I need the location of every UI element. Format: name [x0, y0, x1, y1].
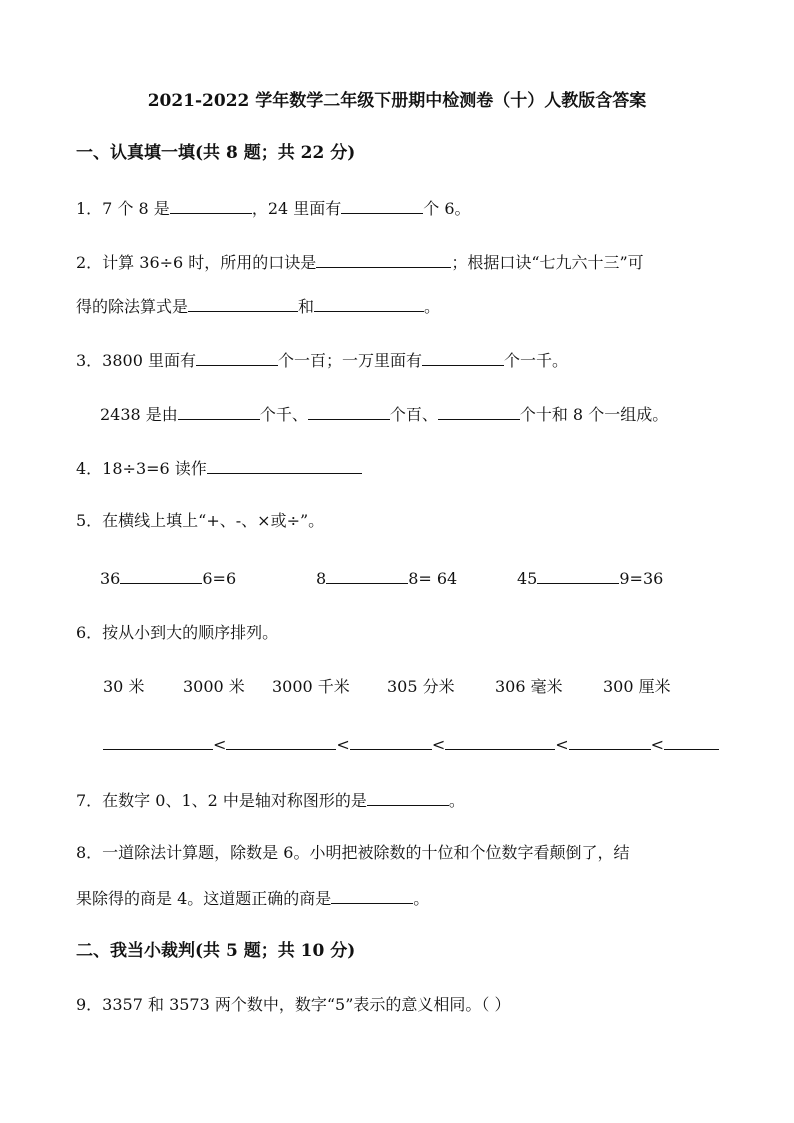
- q6-less-than-1: <: [213, 735, 227, 754]
- q5-blank-3[interactable]: [537, 567, 619, 584]
- q6-blank-3[interactable]: [350, 733, 432, 750]
- q2-blank-1[interactable]: [316, 251, 451, 268]
- q5-e2-right: 8= 64: [408, 569, 458, 588]
- q2-text-c: 得的除法算式是: [76, 297, 189, 316]
- q2-blank-2[interactable]: [188, 295, 298, 312]
- section-1-heading: 一、认真填一填(共 8 题；共 22 分): [76, 143, 356, 163]
- q5-expression-2: [316, 567, 457, 589]
- q5-e2-left: 8: [316, 569, 327, 588]
- q3-blank-3[interactable]: [178, 403, 260, 420]
- q6-item-3: 3000 千米: [272, 677, 350, 696]
- q6-blank-2[interactable]: [226, 733, 336, 750]
- q7-text-b: 。: [448, 791, 465, 810]
- q1-blank-2[interactable]: [341, 197, 423, 214]
- q2-text-e: 。: [424, 297, 441, 316]
- question-7: [76, 789, 465, 811]
- q3-blank-5[interactable]: [438, 403, 520, 420]
- question-6: 6．按从小到大的顺序排列。: [76, 623, 279, 642]
- q5-blank-1[interactable]: [120, 567, 202, 584]
- q3-blank-4[interactable]: [308, 403, 390, 420]
- q5-expression-3: [517, 567, 663, 589]
- q8-blank-1[interactable]: [331, 887, 413, 904]
- q8-text-b: 果除得的商是 4。这道题正确的商是: [76, 889, 332, 908]
- q6-less-than-2: <: [336, 735, 350, 754]
- q6-item-1: 30 米: [103, 677, 145, 696]
- document-title: 2021-2022 学年数学二年级下册期中检测卷（十）人教版含答案: [147, 91, 647, 111]
- q3-text-c: 个一千。: [504, 351, 569, 370]
- q6-blank-1[interactable]: [103, 733, 213, 750]
- q5-e3-left: 45: [517, 569, 538, 588]
- q5-blank-2[interactable]: [326, 567, 408, 584]
- q8-text-c: 。: [413, 889, 430, 908]
- q1-text-a: 1．7 个 8 是: [76, 199, 170, 218]
- q5-e3-right: 9=36: [619, 569, 664, 588]
- q3-text-b: 个一百；一万里面有: [278, 351, 423, 370]
- q6-blank-4[interactable]: [445, 733, 555, 750]
- q6-less-than-4: <: [555, 735, 569, 754]
- q3-blank-2[interactable]: [422, 349, 504, 366]
- q6-blank-6[interactable]: [664, 733, 719, 750]
- q1-blank-1[interactable]: [170, 197, 252, 214]
- q3-text-a: 3．3800 里面有: [76, 351, 196, 370]
- q1-text-c: 个 6。: [423, 199, 471, 218]
- q2-blank-3[interactable]: [314, 295, 424, 312]
- question-8-line-1: 8．一道除法计算题，除数是 6。小明把被除数的十位和个位数字看颠倒了，结: [76, 843, 630, 862]
- q6-item-2: 3000 米: [183, 677, 245, 696]
- q6-ordering-line: [103, 733, 719, 755]
- section-2-heading: 二、我当小裁判(共 5 题；共 10 分): [76, 941, 356, 961]
- q4-blank-1[interactable]: [207, 457, 362, 474]
- q2-text-a: 2．计算 36÷6 时，所用的口诀是: [76, 253, 317, 272]
- q2-text-b: ；根据口诀“七九六十三”可: [451, 253, 644, 272]
- q2-text-d: 和: [298, 297, 315, 316]
- question-3-line-1: [76, 349, 568, 371]
- question-5: 5．在横线上填上“+、-、×或÷”。: [76, 511, 325, 530]
- q6-blank-5[interactable]: [569, 733, 651, 750]
- q3-text-e: 个千、: [259, 405, 308, 424]
- q6-item-6: 300 厘米: [603, 677, 671, 696]
- q6-item-5: 306 毫米: [495, 677, 563, 696]
- q3-blank-1[interactable]: [196, 349, 278, 366]
- q3-text-d: 2438 是由: [100, 405, 178, 424]
- q6-less-than-3: <: [431, 735, 446, 754]
- question-2-line-2: [76, 295, 440, 317]
- question-9: 9．3357 和 3573 两个数中，数字“5”表示的意义相同。（ ）: [76, 995, 511, 1014]
- q3-text-f: 个百、: [389, 405, 438, 424]
- q7-blank-1[interactable]: [367, 789, 449, 806]
- q5-expression-1: [100, 567, 236, 589]
- q5-e1-right: 6=6: [202, 569, 237, 588]
- question-4: [76, 457, 362, 479]
- question-3-line-2: [100, 403, 668, 425]
- q6-less-than-5: <: [650, 735, 665, 754]
- question-8-line-2: [76, 887, 429, 909]
- q4-text-a: 4．18÷3=6 读作: [76, 459, 207, 478]
- question-1: [76, 197, 471, 219]
- q7-text-a: 7．在数字 0、1、2 中是轴对称图形的是: [76, 791, 367, 810]
- q1-text-b: ，24 里面有: [251, 199, 342, 218]
- q6-item-4: 305 分米: [387, 677, 455, 696]
- question-2-line-1: [76, 251, 644, 273]
- q5-e1-left: 36: [100, 569, 121, 588]
- q3-text-g: 个十和 8 个一组成。: [519, 405, 669, 424]
